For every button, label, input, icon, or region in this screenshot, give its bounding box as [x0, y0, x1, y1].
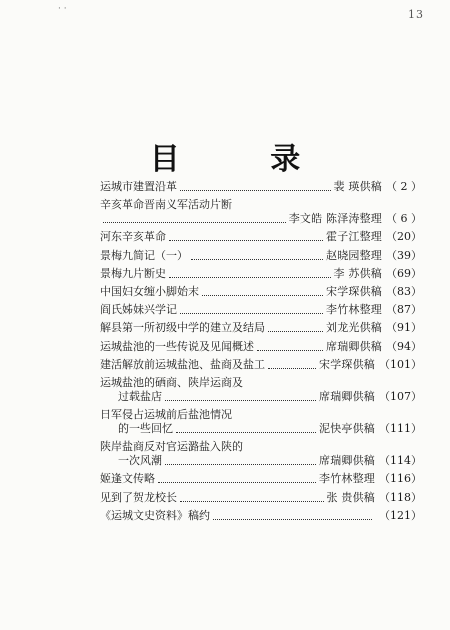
entry-page: （116）	[379, 472, 422, 486]
entry-author: 泥快亭供稿	[319, 422, 375, 436]
dot-leader	[268, 368, 316, 369]
toc-row	[100, 408, 422, 422]
dot-leader	[257, 350, 323, 351]
entry-page: （39）	[386, 248, 422, 262]
dot-leader	[158, 482, 316, 483]
toc-entry	[100, 408, 422, 436]
dot-leader	[213, 519, 372, 520]
toc-entry	[100, 440, 422, 468]
toc-row	[100, 180, 422, 194]
entry-author: 李 苏供稿	[333, 266, 382, 280]
dot-leader	[202, 295, 323, 296]
toc-row	[100, 376, 422, 390]
entry-title: 中国妇女缠小脚始末	[100, 284, 199, 298]
entry-page: （121）	[379, 508, 422, 522]
entry-page: （83）	[386, 284, 422, 298]
entry-title: 运城盐池的硒商、陕岸运商及	[100, 375, 243, 389]
entry-page: （87）	[386, 303, 422, 317]
toc-row	[100, 198, 422, 212]
entry-page: （20）	[386, 230, 422, 244]
toc-row	[100, 454, 422, 468]
entry-page: （107）	[379, 389, 422, 403]
entry-title: 姬逢文传略	[100, 472, 155, 486]
entry-page: （111）	[379, 422, 422, 436]
entry-author: 席瑞卿供稿	[326, 339, 382, 353]
toc-entry	[100, 303, 422, 317]
entry-title: 运城盐池的一些传说及见闻概述	[100, 339, 254, 353]
entry-title: 景梅九简记（一）	[100, 248, 188, 262]
toc-entry	[100, 230, 422, 244]
entry-title: 陕岸盐商反对官运潞盐入陕的	[100, 440, 243, 454]
toc-row	[100, 422, 422, 436]
toc-row	[100, 472, 422, 486]
dot-leader	[165, 400, 316, 401]
dot-leader	[176, 432, 316, 433]
entry-title: 运城市建置沿革	[100, 180, 177, 193]
toc-row	[100, 230, 422, 244]
toc-row	[100, 321, 422, 335]
entry-author: 裴 瑛供稿	[333, 180, 382, 193]
toc-entry	[100, 180, 422, 194]
dot-leader	[165, 464, 316, 465]
entry-title: 辛亥革命晋南义军活动片断	[100, 198, 232, 212]
dot-leader	[180, 190, 331, 191]
dot-leader	[268, 331, 323, 332]
dot-leader	[191, 259, 323, 260]
entry-author: 赵晓园整理	[326, 248, 382, 262]
toc-entry	[100, 198, 422, 226]
entry-title: 一次风潮	[118, 454, 162, 468]
entry-title: 解县第一所初级中学的建立及结局	[100, 321, 265, 335]
entry-title: 见到了贺龙校长	[100, 490, 177, 504]
dot-leader	[180, 313, 323, 314]
entry-author: 张 贵供稿	[326, 490, 375, 504]
entry-page: （94）	[386, 339, 422, 353]
toc-row	[100, 285, 422, 299]
toc-entry	[100, 472, 422, 486]
toc-row	[100, 390, 422, 404]
entry-title: 阎氏姊妹兴学记	[100, 303, 177, 317]
page-number: 13	[408, 8, 424, 21]
entry-title: 景梅九片断史	[100, 266, 166, 280]
toc-row	[100, 491, 422, 505]
toc-entry	[100, 340, 422, 354]
toc-entry	[100, 285, 422, 299]
toc-entry	[100, 491, 422, 505]
dot-leader	[169, 240, 323, 241]
entry-page: （118）	[379, 490, 422, 504]
entry-author: 李文皓 陈泽涛整理	[288, 212, 382, 226]
entry-page: （ 2 ）	[386, 180, 422, 193]
entry-page: （101）	[379, 357, 422, 371]
entry-page: （91）	[386, 321, 422, 335]
toc-row	[100, 303, 422, 317]
toc-row	[100, 212, 422, 226]
toc-entry	[100, 358, 422, 372]
entry-title: 的一些回忆	[118, 422, 173, 436]
toc-row	[100, 440, 422, 454]
toc-entry	[100, 509, 422, 523]
page-title: 目 录	[149, 142, 341, 177]
entry-title: 《运城文史资料》稿约	[100, 508, 210, 522]
dot-leader	[169, 277, 331, 278]
entry-author: 李竹林整理	[326, 303, 382, 317]
entry-page: （ 6 ）	[386, 212, 422, 226]
toc-entry	[100, 249, 422, 263]
table-of-contents	[100, 180, 422, 527]
entry-page: （114）	[379, 454, 422, 468]
entry-author: 宋学琛供稿	[326, 284, 382, 298]
dot-leader	[103, 222, 286, 223]
toc-row	[100, 249, 422, 263]
toc-row	[100, 358, 422, 372]
entry-title: 日军侵占运城前后盐池情况	[100, 408, 232, 422]
toc-entry	[100, 321, 422, 335]
toc-row	[100, 267, 422, 281]
toc-entry	[100, 376, 422, 404]
entry-author: 席瑞卿供稿	[319, 454, 375, 468]
toc-row	[100, 340, 422, 354]
scan-specks: · ·	[58, 4, 67, 14]
dot-leader	[180, 501, 324, 502]
entry-author: 李竹林整理	[319, 472, 375, 486]
entry-author: 席瑞卿供稿	[319, 389, 375, 403]
entry-author: 刘龙光供稿	[326, 321, 382, 335]
entry-title: 过载盐店	[118, 389, 162, 403]
entry-author: 霍子江整理	[326, 230, 382, 244]
entry-author: 宋学琛供稿	[319, 357, 375, 371]
entry-title: 建活解放前运城盐池、盐商及盐工	[100, 357, 265, 371]
toc-entry	[100, 267, 422, 281]
entry-title: 河东辛亥革命	[100, 230, 166, 244]
entry-page: （69）	[386, 266, 422, 280]
toc-row	[100, 509, 422, 523]
